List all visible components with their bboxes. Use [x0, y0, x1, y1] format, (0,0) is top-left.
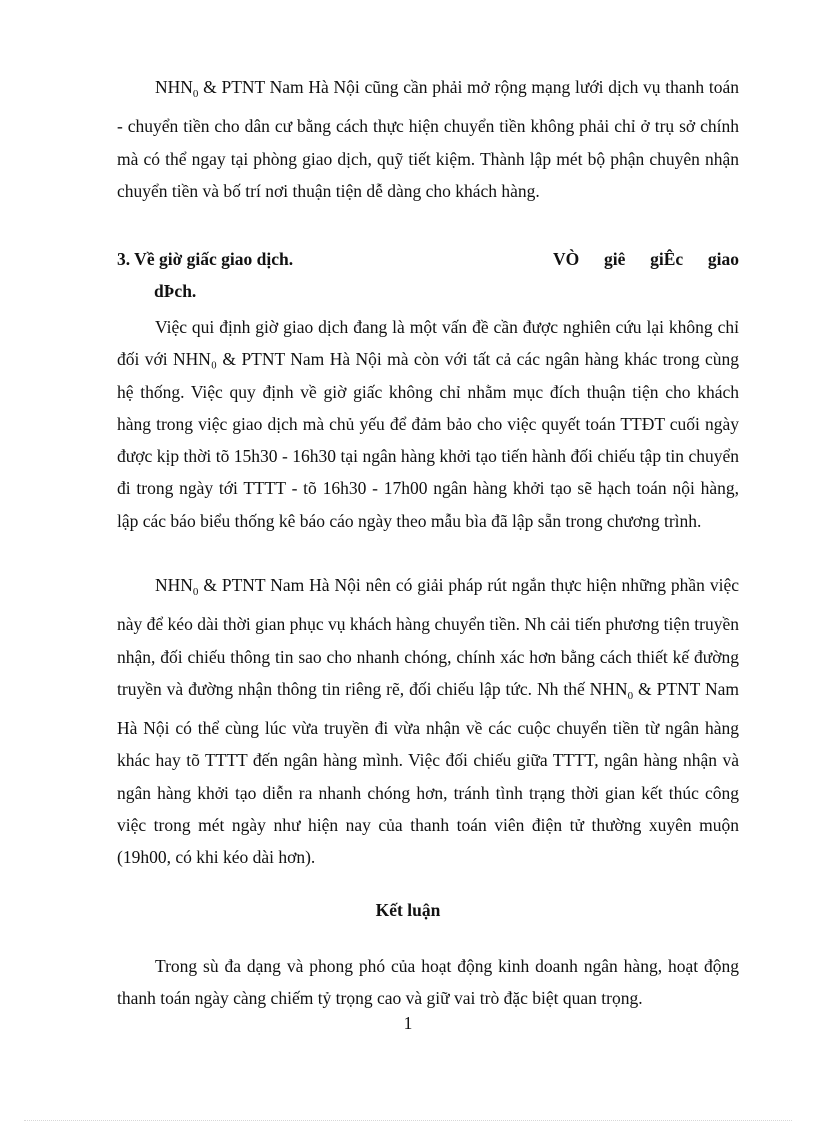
heading-word: giao — [707, 249, 739, 269]
text-run: & PTNT Nam Hà Nội nên có giải pháp rút ngắn thực hiện những phần việc này để kéo dài thời gian phục vụ khách hàng chuyển tiền. Nh cải tiến phương tiện truyền nhận, đối chiếu thông tin sao cho nhanh chóng, chính xác hơn bằng cách thiết kế đường truyền và đường nhận thông tin riêng rẽ, đối chiếu lập tức. Nh thế NHN — [117, 575, 739, 699]
paragraph-3 — [117, 569, 739, 874]
section-heading-continuation: dÞch. — [154, 281, 197, 301]
page-bottom-rule — [24, 1120, 792, 1121]
text-run: & PTNT Nam Hà Nội có thể cùng lúc vừa truyền đi vừa nhận về các cuộc chuyển tiền từ ngân hàng khác hay tõ TTTT đến ngân hàng mình. Việc đối chiếu giữa TTTT, ngân hàng nhận và ngân hàng khởi tạo diễn ra nhanh chóng hơn, tránh tình trạng thời gian kết thúc công việc trong mét ngày như hiện nay của thanh toán viên điện tử thường xuyên muộn (19h00, có khi kéo dài hơn). — [117, 678, 739, 868]
conclusion-title: Kết luận — [375, 900, 441, 920]
paragraph-4: Trong sù đa dạng và phong phó của hoạt động kinh doanh ngân hàng, hoạt động thanh toán ngày càng chiếm tỷ trọng cao và giữ vai trò đặc biệt quan trọng. — [117, 956, 739, 1009]
section-heading-text: 3. Về giờ giấc giao dịch. — [117, 249, 294, 269]
subscript: 0 — [192, 586, 199, 598]
subscript: 0 — [627, 689, 634, 702]
subscript: 0 — [192, 88, 199, 100]
text-run: NHN — [155, 77, 193, 97]
paragraph-1 — [117, 71, 739, 207]
heading-word: giê — [603, 249, 626, 269]
paragraph-2: Việc qui định giờ giao dịch đang là một vấn đề cần được nghiên cứu lại không chỉ đối với NHN₀ & PTNT Nam Hà Nội mà còn với tất cả các ngân hàng khác trong cùng hệ thống. Việc quy định về giờ giấc không chỉ nhằm mục đích thuận tiện cho khách hàng trong việc giao dịch mà chủ yếu để đảm bảo cho việc quyết toán TTĐT cuối ngày được kịp thời tõ 15h30 - 16h30 tại ngân hàng khởi tạo tiến hành đối chiếu tập tin chuyển đi trong ngày tới TTTT - tõ 16h30 - 17h00 ngân hàng khởi tạo sẽ hạch toán nội hàng, lập các báo biểu thống kê báo cáo ngày theo mẫu bìa đã lập sẵn trong chương trình. — [117, 317, 739, 531]
heading-word: giÊc — [650, 249, 684, 269]
page-number: 1 — [403, 1013, 413, 1033]
heading-word: VÒ — [553, 249, 580, 269]
section-heading-garbled — [553, 243, 739, 275]
text-run: NHN — [155, 575, 193, 595]
text-run: & PTNT Nam Hà Nội cũng cần phải mở rộng mạng lưới dịch vụ thanh toán - chuyển tiền cho dân cư bằng cách thực hiện chuyển tiền không phải chỉ ở trụ sở chính mà có thể ngay tại phòng giao dịch, quỹ tiết kiệm. Thành lập mét bộ phận chuyên nhận chuyển tiền và bố trí nơi thuận tiện dễ dàng cho khách hàng. — [117, 77, 739, 201]
